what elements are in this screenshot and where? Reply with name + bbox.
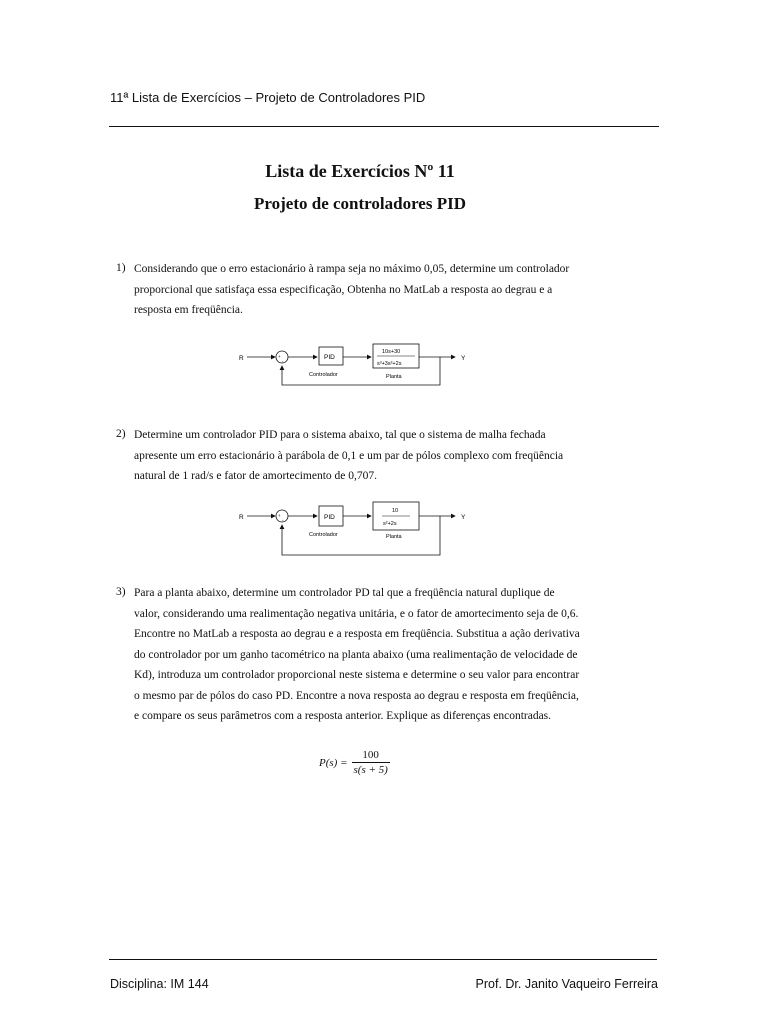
question-3-line: e compare os seus parâmetros com a resposta anterior. Explique as diferenças encontradas.	[134, 710, 552, 722]
formula-numerator: 100	[352, 749, 390, 763]
plant-transfer-function	[318, 749, 390, 776]
diagram-1-controller: PID	[324, 354, 335, 361]
question-2-line: natural de 1 rad/s e fator de amortecimento de 0,707.	[134, 470, 378, 482]
question-3-line: Encontre no MatLab a resposta ao degrau e a resposta em freqüência. Substitua a ação derivativa	[134, 628, 580, 640]
footer-professor: Prof. Dr. Janito Vaqueiro Ferreira	[475, 977, 658, 991]
question-3-line: o mesmo par de pólos do caso PD. Encontre a nova resposta ao degrau e resposta em freqüência,	[134, 689, 579, 702]
formula-denominator: s(s + 5)	[353, 764, 388, 776]
diagram-1-output-label: Y	[461, 355, 466, 362]
question-1-line: Considerando que o erro estacionário à rampa seja no máximo 0,05, determine um controlador	[134, 263, 570, 275]
question-1-number: 1)	[116, 262, 126, 274]
question-3-line: valor, considerando uma realimentação negativa unitária, e o fator de amortecimento seja de 0,6.	[134, 607, 579, 620]
diagram-1-sum-minus: -	[282, 359, 284, 364]
diagram-1-sum-plus: +	[278, 354, 281, 359]
question-3-text	[134, 583, 594, 727]
block-diagram-2	[235, 500, 475, 550]
question-2-line: Determine um controlador PID para o sistema abaixo, tal que o sistema de malha fechada	[134, 429, 546, 441]
diagram-1-controller-label: Controlador	[309, 372, 338, 378]
header-divider	[109, 126, 659, 127]
formula-lhs: P(s) =	[319, 756, 348, 769]
page-header: 11ª Lista de Exercícios – Projeto de Controladores PID	[110, 90, 426, 105]
feedback-path	[282, 357, 440, 385]
footer-course: Disciplina: IM 144	[110, 977, 209, 991]
diagram-2-output-label: Y	[461, 514, 466, 521]
question-1-line: resposta em freqüência.	[134, 304, 243, 316]
question-3-line: do controlador por um ganho tacométrico na planta abaixo (uma realimentação de velocidade de	[134, 648, 578, 661]
footer-divider	[109, 959, 657, 960]
diagram-2-plant-numerator: 10	[392, 508, 399, 514]
document-title: Lista de Exercícios Nº 11	[265, 161, 455, 181]
question-2-text	[134, 425, 594, 487]
block-diagram-1	[235, 340, 475, 390]
question-2-line: apresente um erro estacionário à parábola de 0,1 e um par de pólos complexo com freqüência	[134, 449, 564, 462]
diagram-2-input-label: R	[239, 514, 244, 521]
question-1-text	[134, 259, 594, 321]
diagram-1-plant-denominator: s³+3s²+2s	[377, 361, 402, 367]
diagram-2-sum-plus: +	[278, 513, 281, 518]
question-3-number: 3)	[116, 586, 126, 598]
question-2-number: 2)	[116, 428, 126, 440]
diagram-2-plant-denominator: s²+2s	[383, 521, 397, 527]
diagram-2-controller: PID	[324, 514, 335, 521]
question-3-line: Para a planta abaixo, determine um controlador PD tal que a freqüência natural duplique de	[134, 587, 555, 599]
diagram-1-plant-numerator: 10s+30	[382, 349, 401, 355]
feedback-path	[282, 516, 440, 555]
question-3-line: Kd), introduza um controlador proporcional neste sistema e determine o seu valor para encontrar	[134, 669, 580, 681]
formula-layout	[318, 749, 390, 776]
diagram-1-plant-label: Planta	[386, 374, 402, 380]
question-1-line: proporcional que satisfaça essa especificação, Obtenha no MatLab a resposta ao degrau e a	[134, 283, 553, 296]
document-subtitle: Projeto de controladores PID	[254, 194, 466, 213]
diagram-1-input-label: R	[239, 355, 244, 362]
diagram-2-controller-label: Controlador	[309, 532, 338, 538]
diagram-2-sum-minus: -	[282, 518, 284, 523]
diagram-2-plant-label: Planta	[386, 534, 402, 540]
